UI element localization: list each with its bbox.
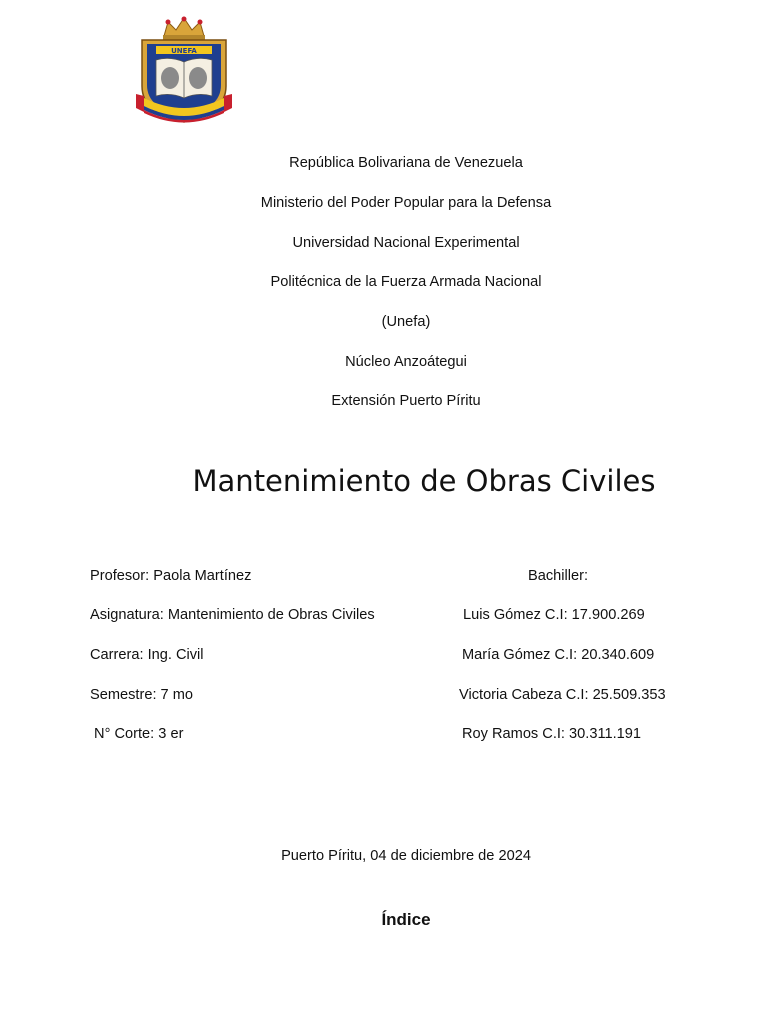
logo-lettering: UNEFA	[171, 47, 197, 55]
student-line: Roy Ramos C.I: 30.311.191	[462, 726, 642, 742]
header-line-campus: Núcleo Anzoátegui	[345, 354, 467, 370]
header-line-extension: Extensión Puerto Píritu	[331, 393, 481, 409]
semester-line: Semestre: 7 mo	[90, 687, 194, 703]
index-heading: Índice	[381, 910, 431, 929]
header-line-ministry: Ministerio del Poder Popular para la Defensa	[260, 195, 552, 211]
students-heading: Bachiller:	[528, 568, 589, 584]
header-line-polytechnic: Politécnica de la Fuerza Armada Nacional	[270, 274, 542, 290]
professor-line: Profesor: Paola Martínez	[90, 568, 252, 584]
student-line: Victoria Cabeza C.I: 25.509.353	[459, 687, 666, 703]
header-line-republic: República Bolivariana de Venezuela	[289, 155, 523, 171]
shield-icon	[136, 40, 232, 123]
cut-line: N° Corte: 3 er	[90, 726, 184, 742]
header-line-acronym: (Unefa)	[381, 314, 431, 330]
student-line: María Gómez C.I: 20.340.609	[462, 647, 655, 663]
subject-line: Asignatura: Mantenimiento de Obras Civiles	[90, 607, 375, 623]
student-line: Luis Gómez C.I: 17.900.269	[463, 607, 645, 623]
career-line: Carrera: Ing. Civil	[90, 647, 204, 663]
crown-icon	[163, 17, 205, 41]
header-line-university: Universidad Nacional Experimental	[292, 235, 520, 251]
university-logo	[134, 16, 234, 128]
document-title: Mantenimiento de Obras Civiles	[192, 464, 656, 498]
place-date: Puerto Píritu, 04 de diciembre de 2024	[281, 848, 531, 864]
